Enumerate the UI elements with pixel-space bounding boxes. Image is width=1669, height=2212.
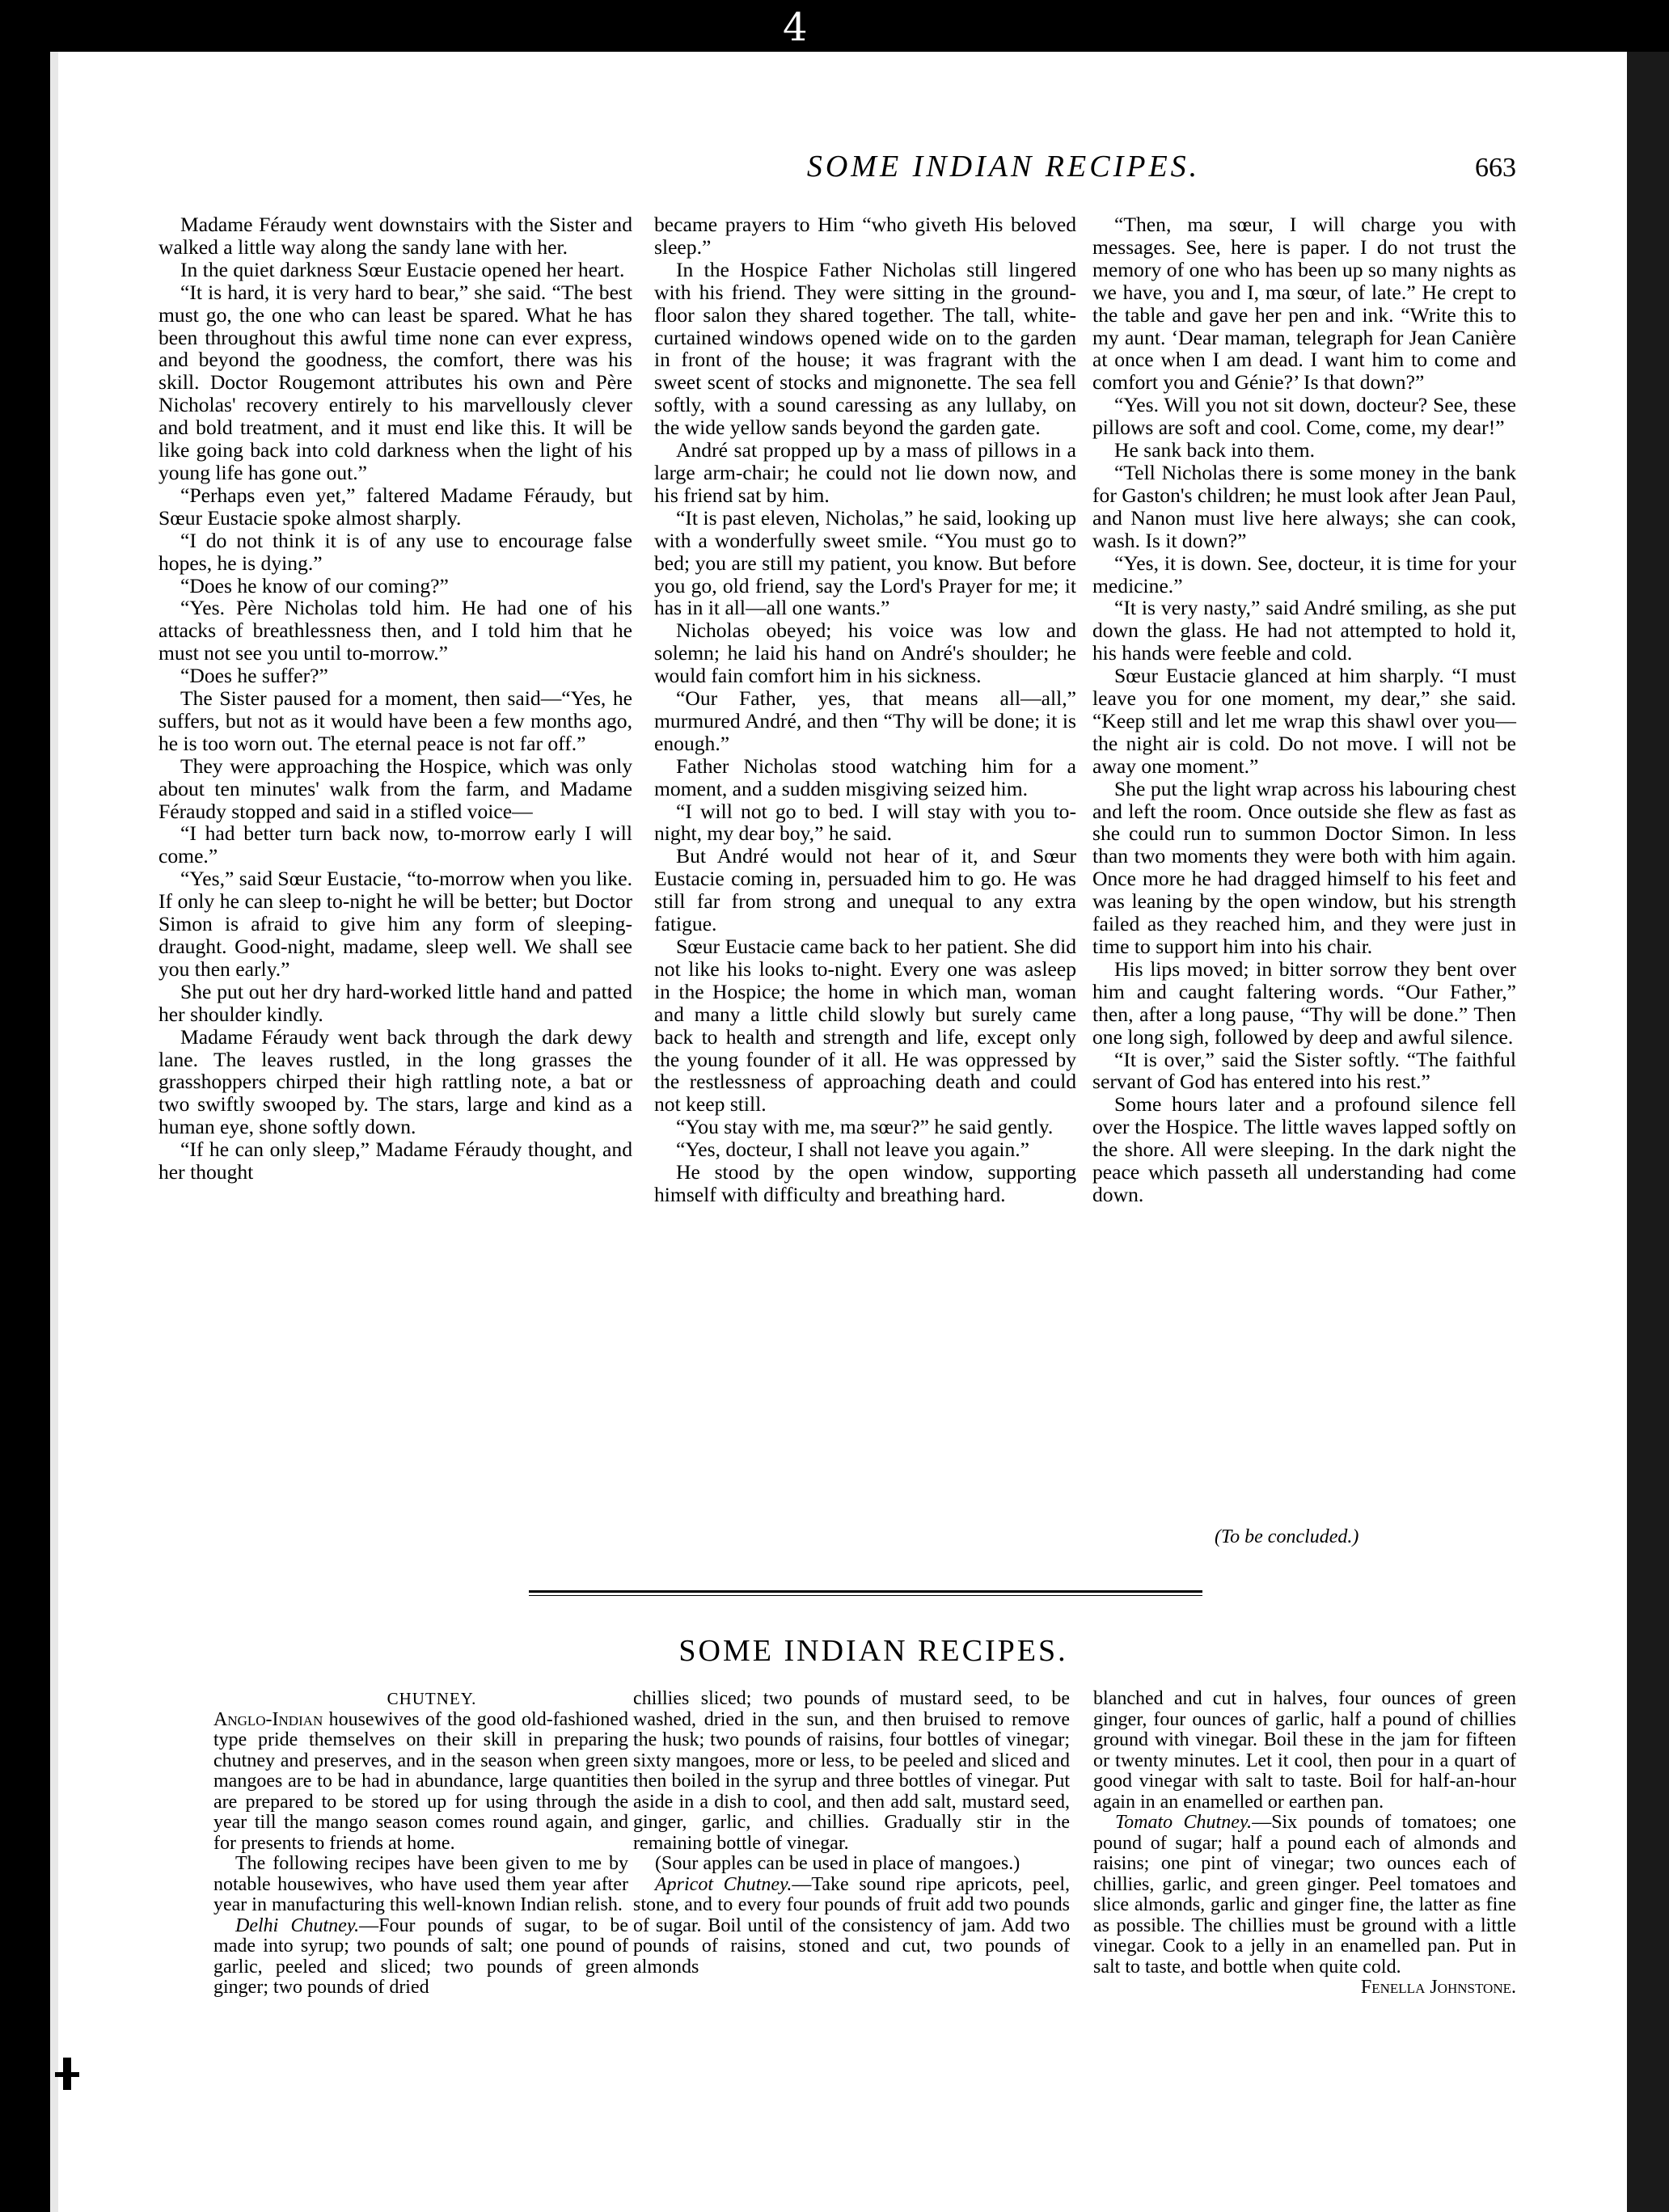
- story-column-2: [654, 213, 1076, 1206]
- recipes-column-1: [213, 1689, 628, 1999]
- paragraph: “It is very nasty,” said André smiling, as she put down the glass. He had not attempted to hold it, his hands were feeble and cold.: [1092, 596, 1516, 665]
- paragraph: “Yes. Will you not sit down, docteur? See, these pillows are soft and cool. Come, come, my dear!”: [1092, 393, 1516, 440]
- paragraph: They were approaching the Hospice, which was only about ten minutes' walk from the farm, and Madame Féraudy stopped and said in a stifled voice—: [158, 754, 632, 823]
- article-title: SOME INDIAN RECIPES.: [678, 1634, 1068, 1668]
- recipe-text: —Take sound ripe apricots, peel, stone, and to every four pounds of fruit add two pounds of sugar. Boil until of the consistency of jam. Add two pounds of raisins, stoned and cut, two pounds of almonds: [633, 1873, 1070, 1978]
- page-number: 663: [1475, 153, 1516, 183]
- paragraph: In the Hospice Father Nicholas still lingered with his friend. They were sitting in the ground-floor salon they shared together. The tall, white-curtained windows opened wide on to the garden in front of the house; it was fragrant with the sweet scent of stocks and mignonette. The sea fell softly, with a sound caressing as any lullaby, on the wide yellow sands beyond the garden gate.: [654, 257, 1076, 440]
- paragraph: “You stay with me, ma sœur?” he said gently.: [676, 1115, 1054, 1139]
- recipe-text: —Four pounds of sugar, to be made into syrup; two pounds of salt; one pound of garlic, peeled and sliced; two pounds of green ginger; two pounds of dried: [213, 1914, 629, 1998]
- paragraph: became prayers to Him “who giveth His beloved sleep.”: [654, 213, 1076, 259]
- paragraph: She put out her dry hard-worked little hand and patted her shoulder kindly.: [158, 979, 632, 1026]
- paragraph: “Our Father, yes, that means all—all,” murmured André, and then “Thy will be done; it is enough.”: [654, 686, 1076, 755]
- intro-paragraph: [213, 1710, 628, 1855]
- paragraph: “I will not go to bed. I will stay with you to-night, my dear boy,” he said.: [654, 799, 1076, 846]
- paragraph: “Then, ma sœur, I will charge you with messages. See, here is paper. I do not trust the memory of one who has been up so many nights as we have, you and I, ma sœur, of late.” He crept to the table and gave her pen and ink. “Write this to my aunt. ‘Dear maman, telegraph for Jean Canière at once when I am dead. I want him to come and comfort you and Génie?’ Is that down?”: [1092, 213, 1516, 395]
- recipe-name: Tomato Chutney.: [1115, 1812, 1253, 1833]
- intro-lead: Anglo-Indian: [213, 1708, 323, 1730]
- paragraph: The Sister paused for a moment, then said—“Yes, he suffers, but not as it would have been a few months ago, he is too worn out. The eternal peace is not far off.”: [158, 686, 632, 755]
- paragraph: He sank back into them.: [1114, 438, 1316, 462]
- paragraph: “Yes, it is down. See, docteur, it is time for your medicine.”: [1092, 551, 1516, 597]
- paragraph: Nicholas obeyed; his voice was low and solemn; he laid his hand on André's shoulder; he would fain comfort him in his sickness.: [654, 618, 1076, 688]
- recipe-name: Apricot Chutney.: [655, 1873, 792, 1895]
- paragraph: Sœur Eustacie glanced at him sharply. “I must leave you for one moment, my dear,” she said. “Keep still and let me wrap this shawl over you—the night air is cold. Do not move. I will not be away one moment.”: [1092, 664, 1516, 778]
- intro-paragraph-2: The following recipes have been given to me by notable housewives, who have used them year after year in manufacturing this well-known Indian relish.: [213, 1853, 628, 1915]
- delhi-recipe: [213, 1916, 628, 1999]
- to-be-concluded-note: (To be concluded.): [1215, 1526, 1359, 1547]
- apricot-recipe: [633, 1875, 1070, 1978]
- author-byline: Fenella Johnstone.: [1360, 1977, 1516, 1998]
- paragraph: “Yes. Père Nicholas told him. He had one of his attacks of breathlessness then, and I told him that he must not see you until to-morrow.”: [158, 596, 632, 665]
- page-left-edge: [50, 52, 58, 2212]
- paragraph: “It is hard, it is very hard to bear,” she said. “The best must go, the one who can least be spared. What he has been throughout this awful time none can ever express, and beyond the goodness, the comfort, there was his skill. Doctor Rougemont attributes his own and Père Nicholas' recovery entirely to his marvellously clever and bold treatment, and it must end like this. It will be like going back into cold darkness when the light of his young life has gone out.”: [158, 280, 632, 484]
- paragraph: In the quiet darkness Sœur Eustacie opened her heart.: [180, 257, 625, 281]
- paragraph: André sat propped up by a mass of pillows in a large arm-chair; he could not lie down now, and his friend sat by him.: [654, 438, 1076, 507]
- paragraph: But André would not hear of it, and Sœur Eustacie coming in, persuaded him to go. He was still far from strong and unequal to any extra fatigue.: [654, 844, 1076, 936]
- paragraph: “Yes, docteur, I shall not leave you again.”: [676, 1138, 1030, 1162]
- recipe-name: Delhi Chutney.: [235, 1914, 360, 1936]
- paragraph: Madame Féraudy went downstairs with the Sister and walked a little way along the sandy lane with her.: [158, 213, 632, 259]
- paragraph: “Yes,” said Sœur Eustacie, “to-morrow when you like. If only he can sleep to-night he will be better; but Doctor Simon is afraid to give him any form of sleeping-draught. Good-night, madame, sleep well. We shall see you then early.”: [158, 867, 632, 981]
- paragraph: “Tell Nicholas there is some money in the bank for Gaston's children; he must look after Jean Paul, and Nanon must live here always; she can cook, wash. Is it down?”: [1092, 460, 1516, 552]
- recipes-column-3: [1093, 1689, 1516, 1999]
- recipe-text: —Six pounds of tomatoes; one pound of sugar; half a pound each of almonds and raisins; one pint of vinegar; two ounces each of chillies, garlic, and green ginger. Peel tomatoes and slice almonds, garlic and ginger fine, the latter as fine as possible. The chillies must be ground with a little vinegar. Cook to a jelly in an enamelled pan. Put in salt to taste, and bottle when quite cold.: [1093, 1812, 1516, 1978]
- story-column-1: [158, 213, 632, 1184]
- recipes-column-2: [633, 1689, 1070, 1978]
- paragraph: “I had better turn back now, to-morrow early I will come.”: [158, 821, 632, 868]
- paragraph: “I do not think it is of any use to encourage false hopes, he is dying.”: [158, 528, 632, 575]
- paragraph: “It is over,” said the Sister softly. “The faithful servant of God has entered into his rest.”: [1092, 1047, 1516, 1094]
- delhi-recipe-continued: chillies sliced; two pounds of mustard seed, to be washed, dried in the sun, and then bruised to remove the husk; two pounds of raisins, four bottles of vinegar; sixty mangoes, more or less, to be peeled and sliced and then boiled in the syrup and three bottles of vinegar. Put aside in a dish to cool, and then add salt, mustard seed, ginger, garlic, and chillies. Gradually stir in the remaining bottle of vinegar.: [633, 1688, 1070, 1854]
- paragraph: “Does he suffer?”: [180, 664, 328, 688]
- running-title: SOME INDIAN RECIPES.: [806, 150, 1201, 184]
- sour-apples-note: (Sour apples can be used in place of mangoes.): [655, 1853, 1020, 1874]
- apricot-recipe-continued: blanched and cut in halves, four ounces of green ginger, four ounces of garlic, half a pound of chillies ground with vinegar. Boil these in the jam for fifteen or twenty minutes. Let it cool, then pour in a quart of good vinegar with salt to taste. Boil for half-an-hour again in an enamelled or earthen pan.: [1093, 1688, 1516, 1813]
- paragraph: “Does he know of our coming?”: [180, 573, 449, 597]
- paragraph: Some hours later and a profound silence fell over the Hospice. The little waves lapped softly on the shore. All were sleeping. In the dark night the peace which passeth all understanding had come down.: [1092, 1092, 1516, 1206]
- paragraph: He stood by the open window, supporting himself with difficulty and breathing hard.: [654, 1160, 1076, 1206]
- paragraph: She put the light wrap across his labouring chest and left the room. Once outside she flew as fast as she could run to summon Doctor Simon. In less than two moments they were both with him again. Once more he had dragged himself to his feet and was leaning by the open window, but his strength failed as they reached him, and they were just in time to support him into his chair.: [1092, 776, 1516, 958]
- story-column-3: [1092, 213, 1516, 1206]
- paragraph: Father Nicholas stood watching him for a moment, and a sudden misgiving seized him.: [654, 754, 1076, 800]
- paragraph: His lips moved; in bitter sorrow they bent over him and caught faltering words. “Our Father,” then, after a long pause, “Thy will be done.” Then one long sigh, followed by deep and awful silence.: [1092, 956, 1516, 1049]
- paragraph: “It is past eleven, Nicholas,” he said, looking up with a wonderfully sweet smile. “You must go to bed; you are still my patient, you know. But before you go, old friend, say the Lord's Prayer for me; it has in it all—all one wants.”: [654, 505, 1076, 620]
- paragraph: Sœur Eustacie came back to her patient. She did not like his looks to-night. Every one was asleep in the Hospice; the home in which man, woman and many a little child slowly but surely came back to health and strength and life, except only the young founder of it all. He was oppressed by the restlessness of approaching death and could not keep still.: [654, 935, 1076, 1117]
- page-right-edge: [1627, 52, 1669, 2212]
- chutney-heading: CHUTNEY.: [387, 1689, 477, 1708]
- paragraph: “Perhaps even yet,” faltered Madame Féraudy, but Sœur Eustacie spoke almost sharply.: [158, 483, 632, 530]
- bottom-edge-mark: [63, 2058, 71, 2090]
- tomato-recipe: [1093, 1813, 1516, 1978]
- intro-text: housewives of the good old-fashioned type pride themselves on their skill in preparing chutney and preserves, and in the season when green mangoes are to be had in abundance, large quantities are prepared to be stored up for using through the year till the mango season comes round again, and for presents to friends at home.: [213, 1708, 628, 1854]
- paragraph: “If he can only sleep,” Madame Féraudy thought, and her thought: [158, 1138, 632, 1184]
- section-divider: [529, 1590, 1202, 1596]
- paragraph: Madame Féraudy went back through the dark dewy lane. The leaves rustled, in the long grasses the grasshoppers chirped their high rattling note, a bat or two swiftly swooped by. The stars, large and kind as a human eye, shone softly down.: [158, 1024, 632, 1139]
- top-handwritten-mark: 4: [783, 5, 808, 50]
